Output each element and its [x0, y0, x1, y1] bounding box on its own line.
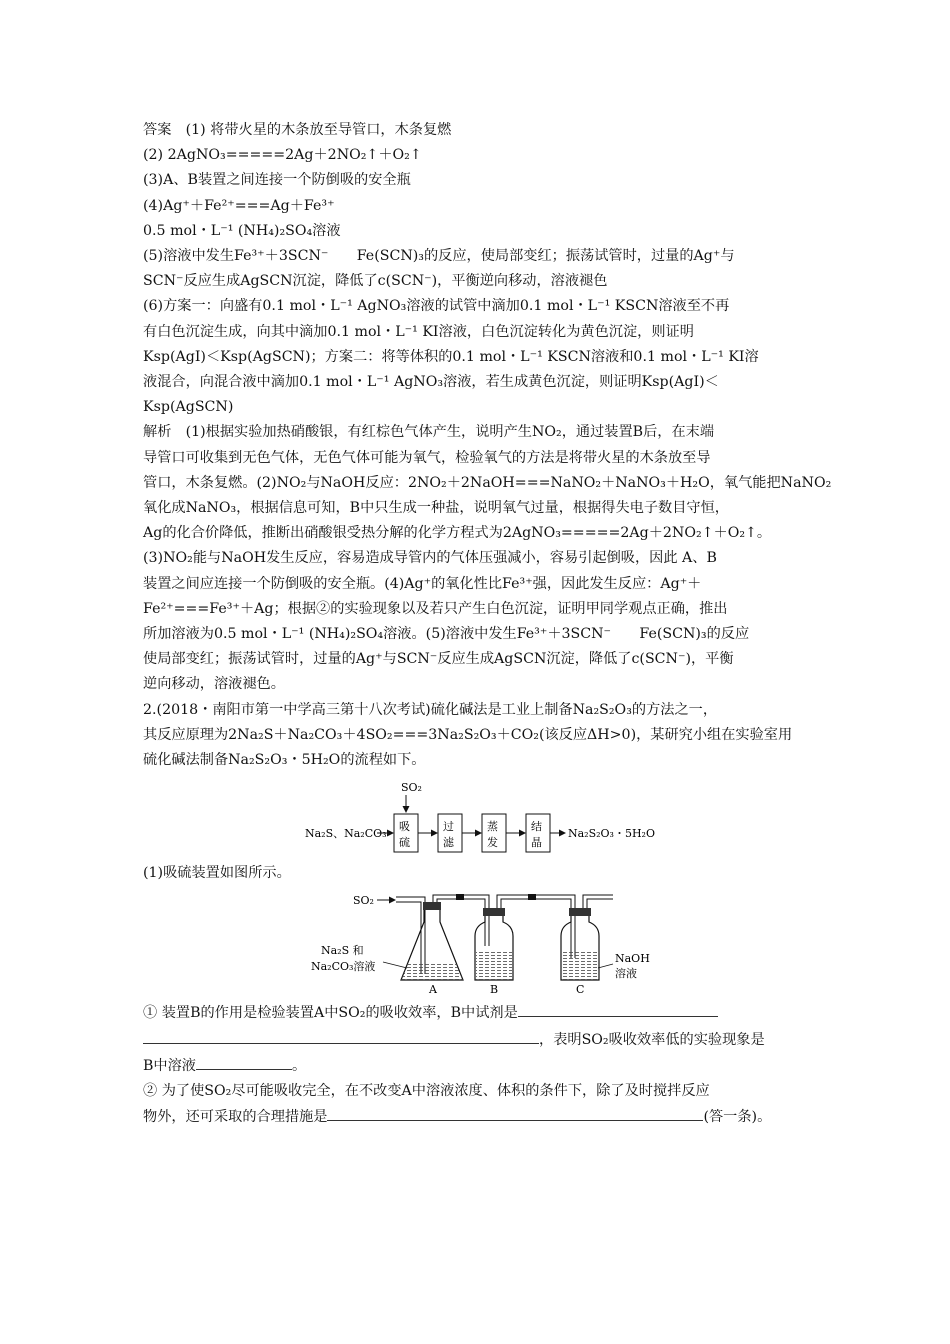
analysis-section [143, 420, 832, 697]
stopper-c [569, 908, 591, 916]
answer-line: 液混合，向混合液中滴加0.1 mol・L⁻¹ AgNO₃溶液，若生成黄色沉淀，则证明Ksp(AgI)＜ [143, 374, 719, 391]
tube-a-to-b-inner [437, 899, 485, 946]
label-c: C [576, 983, 585, 997]
question-text: (答一条)。 [703, 1109, 772, 1126]
flow-step-4b: 晶 [531, 836, 542, 850]
label-a-solution-1: Na₂S 和 [321, 944, 364, 958]
question-1-1 [143, 1000, 815, 1026]
question-text: 物外，还可采取的合理措施是 [143, 1109, 328, 1126]
flow-output-label: Na₂S₂O₃・5H₂O [568, 827, 655, 841]
question-line: 硫化碱法制备Na₂S₂O₃・5H₂O的流程如下。 [143, 752, 426, 769]
label-c-solution-1: NaOH [615, 952, 650, 966]
label-a: A [429, 983, 437, 997]
answer-line: (3)A、B装置之间连接一个防倒吸的安全瓶 [143, 172, 411, 189]
flow-input-label: Na₂S、Na₂CO₃ [305, 827, 387, 841]
answer-line: (6)方案一：向盛有0.1 mol・L⁻¹ AgNO₃溶液的试管中滴加0.1 mol・L⁻¹ KSCN溶液至不再 [143, 298, 730, 315]
flow-step-3a: 蒸 [487, 820, 498, 834]
analysis-line: 逆向移动，溶液褪色。 [143, 676, 285, 693]
answer-line: 有白色沉淀生成，向其中滴加0.1 mol・L⁻¹ KI溶液，白色沉淀转化为黄色沉淀，则证明 [143, 323, 694, 340]
answer-line: (2) 2AgNO₃=====2Ag＋2NO₂↑＋O₂↑ [143, 147, 422, 164]
answer-blank[interactable] [518, 1000, 718, 1017]
question-line: 2.(2018・南阳市第一中学高三第十八次考试)硫化碱法是工业上制备Na₂S₂O₃的方法之一， [143, 701, 718, 718]
question-text: ，表明SO₂吸收效率低的实验现象是 [539, 1031, 765, 1048]
analysis-line: (3)NO₂能与NaOH发生反应，容易造成导管内的气体压强减小，容易引起倒吸，因此 A、B [143, 550, 717, 567]
answer-line: (5)溶液中发生Fe³⁺＋3SCN⁻ Fe(SCN)₃的反应，使局部变红；振荡试管时，过量的Ag⁺与 [143, 248, 735, 265]
answer-section [143, 118, 815, 420]
clamp [528, 894, 536, 900]
question-1-1-cont [143, 1027, 815, 1053]
question-1-2: ② 为了使SO₂尽可能吸收完全，在不改变A中溶液浓度、体积的条件下，除了及时搅拌反应 [143, 1083, 710, 1100]
analysis-line: 装置之间应连接一个防倒吸的安全瓶。(4)Ag⁺的氧化性比Fe³⁺强，因此发生反应：Ag⁺＋ [143, 575, 702, 592]
sub-question-1: (1)吸硫装置如图所示。 [143, 865, 291, 882]
flow-step-2b: 滤 [443, 836, 454, 850]
analysis-line: 使局部变红；振荡试管时，过量的Ag⁺与SCN⁻反应生成AgSCN沉淀，降低了c(SCN⁻)，平衡 [143, 651, 734, 668]
question-text: B中溶液 [143, 1057, 196, 1074]
document-page [143, 118, 832, 1131]
flow-svg [143, 779, 815, 859]
outlet-tube-inner [587, 899, 613, 908]
flow-step-3b: 发 [487, 836, 498, 850]
label-b: B [490, 983, 499, 997]
analysis-line: 氧化成NaNO₃，根据信息可知，B中只生成一种盐，说明氧气过量，根据得失电子数目守恒， [143, 500, 729, 517]
tube-b-to-c [497, 895, 575, 958]
answer-line: (4)Ag⁺＋Fe²⁺===Ag＋Fe³⁺ [143, 197, 335, 214]
analysis-line: 解析 (1)根据实验加热硝酸银，有红棕色气体产生，说明产生NO₂，通过装置B后，在末端 [143, 424, 715, 441]
question-2 [143, 698, 815, 1131]
apparatus-svg [143, 888, 815, 996]
question-1-1-end [143, 1053, 815, 1079]
answer-line: 答案 (1) 将带火星的木条放至导管口，木条复燃 [143, 122, 452, 138]
answer-line: Ksp(AgI)＜Ksp(AgSCN)；方案二：将等体积的0.1 mol・L⁻¹ KSCN溶液和0.1 mol・L⁻¹ KI溶 [143, 348, 759, 365]
bottle-c-liquid [562, 952, 598, 980]
pointer-c [598, 964, 613, 968]
answer-line: SCN⁻反应生成AgSCN沉淀，降低了c(SCN⁻)，平衡逆向移动，溶液褪色 [143, 273, 608, 290]
question-1-2-cont [143, 1104, 815, 1130]
tube-a-to-b [433, 895, 489, 946]
process-flow-diagram [143, 779, 815, 859]
analysis-line: 导管口可收集到无色气体，无色气体可能为氧气，检验氧气的方法是将带火星的木条放至导 [143, 449, 711, 466]
flow-step-1b: 硫 [399, 836, 410, 850]
analysis-line: Fe²⁺===Fe³⁺＋Ag；根据②的实验现象以及若只产生白色沉淀，证明甲同学观点正确，推出 [143, 600, 728, 617]
analysis-line: 管口，木条复燃。(2)NO₂与NaOH反应：2NO₂＋2NaOH===NaNO₂＋NaNO₃＋H₂O，氧气能把NaNO₂ [143, 474, 832, 491]
analysis-line: 所加溶液为0.5 mol・L⁻¹ (NH₄)₂SO₄溶液。(5)溶液中发生Fe³⁺＋3SCN⁻ Fe(SCN)₃的反应 [143, 626, 750, 643]
absorption-apparatus-diagram [143, 888, 815, 996]
flow-step-1a: 吸 [399, 820, 410, 834]
apparatus-so2-label: SO₂ [353, 894, 374, 908]
answer-blank[interactable] [196, 1053, 292, 1070]
answer-blank[interactable] [143, 1027, 539, 1044]
answer-line: Ksp(AgSCN) [143, 399, 234, 416]
bottle-b-liquid [476, 952, 512, 980]
stopper-b [483, 908, 505, 916]
analysis-line: Ag的化合价降低，推断出硝酸银受热分解的化学方程式为2AgNO₃=====2Ag＋2NO₂↑＋O₂↑。 [143, 525, 772, 542]
label-a-solution-2: Na₂CO₃溶液 [311, 960, 376, 974]
flow-so2-label: SO₂ [401, 781, 422, 795]
answer-blank[interactable] [327, 1104, 703, 1121]
question-text: 。 [292, 1057, 307, 1074]
pointer-a [383, 962, 407, 968]
answer-line: 0.5 mol・L⁻¹ (NH₄)₂SO₄溶液 [143, 222, 341, 239]
flow-step-2a: 过 [443, 820, 454, 834]
flask-a-liquid [401, 962, 463, 980]
clamp [456, 894, 464, 900]
question-line: 其反应原理为2Na₂S＋Na₂CO₃＋4SO₂===3Na₂S₂O₃＋CO₂(该反应ΔH>0)，某研究小组在实验室用 [143, 726, 793, 743]
label-c-solution-2: 溶液 [615, 967, 637, 981]
stopper-a [423, 902, 441, 910]
question-text: ① 装置B的作用是检验装置A中SO₂的吸收效率，B中试剂是 [143, 1005, 518, 1022]
flow-step-4a: 结 [531, 820, 542, 834]
